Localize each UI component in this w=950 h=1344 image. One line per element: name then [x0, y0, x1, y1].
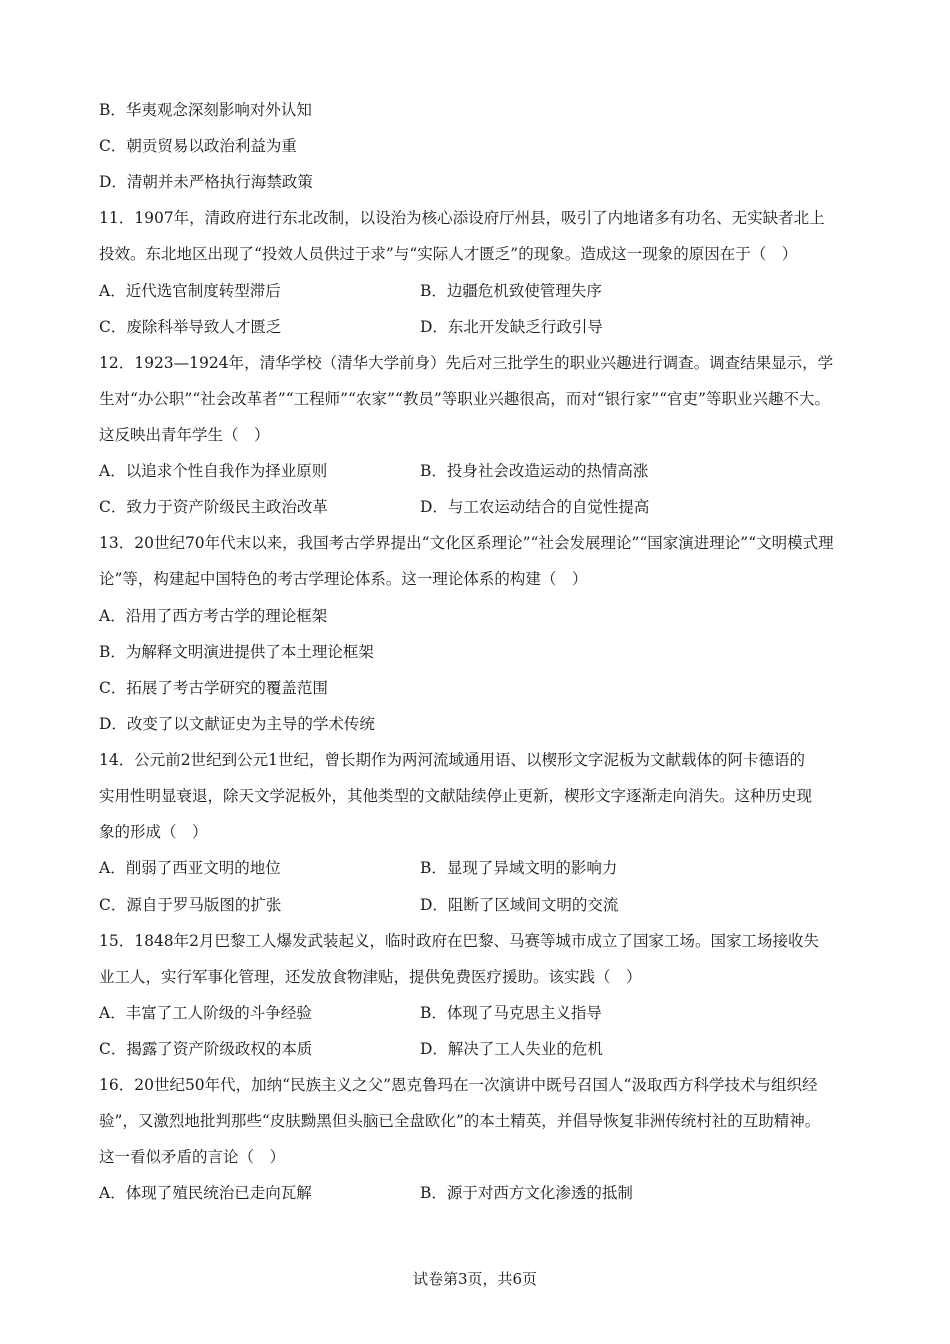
question-15-text: 业工人，实行军事化管理，还发放食物津贴，提供免费医疗援助。该实践（ ）: [99, 968, 642, 986]
question-11-option-b: B．边疆危机致使管理失序: [420, 282, 602, 300]
question-15-option-c: C．揭露了资产阶级政权的本质: [99, 1040, 313, 1058]
question-14-text: 实用性明显衰退，除天文学泥板外，其他类型的文献陆续停止更新，楔形文字逐渐走向消失。这种历史现: [99, 787, 813, 805]
question-12-option-d: D．与工农运动结合的自觉性提高: [420, 498, 650, 516]
question-11-option-a: A．近代选官制度转型滞后: [99, 282, 281, 300]
question-15-option-a: A．丰富了工人阶级的斗争经验: [99, 1004, 312, 1022]
question-14-text: 14．公元前2世纪到公元1世纪，曾长期作为两河流域通用语、以楔形文字泥板为文献载体的阿卡德语的: [99, 751, 805, 769]
option-line: D．清朝并未严格执行海禁政策: [99, 173, 313, 191]
question-13-option-d: D．改变了以文献证史为主导的学术传统: [99, 715, 375, 733]
question-15-option-b: B．体现了马克思主义指导: [420, 1004, 602, 1022]
question-12-text: 生对“办公职”“社会改革者”“工程师”“农家”“教员”等职业兴趣很高，而对“银行家”“官吏”等职业兴趣不大。: [99, 390, 830, 408]
question-13-text: 论”等，构建起中国特色的考古学理论体系。这一理论体系的构建（ ）: [99, 570, 588, 588]
question-13-option-b: B．为解释文明演进提供了本土理论框架: [99, 643, 374, 661]
question-13-text: 13．20世纪70年代末以来，我国考古学界提出“文化区系理论”“社会发展理论”“国家演进理论”“文明模式理: [99, 534, 834, 552]
question-16-option-a: A．体现了殖民统治已走向瓦解: [99, 1184, 312, 1202]
question-16-text: 16．20世纪50年代，加纳“民族主义之父”恩克鲁玛在一次演讲中既号召国人“汲取西方科学技术与组织经: [99, 1076, 818, 1094]
question-14-option-d: D．阻断了区域间文明的交流: [420, 896, 619, 914]
page-footer: 试卷第3页，共6页: [412, 1270, 538, 1288]
question-16-text: 验”，又激烈地批判那些“皮肤黝黑但头脑已全盘欧化”的本土精英，并倡导恢复非洲传统村社的互助精神。: [99, 1112, 821, 1130]
question-12-option-a: A．以追求个性自我作为择业原则: [99, 462, 328, 480]
question-14-text: 象的形成（ ）: [99, 823, 208, 841]
question-12-option-c: C．致力于资产阶级民主政治改革: [99, 498, 328, 516]
option-line: C．朝贡贸易以政治利益为重: [99, 137, 297, 155]
question-11-option-c: C．废除科举导致人才匮乏: [99, 318, 282, 336]
option-line: B．华夷观念深刻影响对外认知: [99, 101, 312, 119]
question-12-option-b: B．投身社会改造运动的热情高涨: [420, 462, 649, 480]
question-14-option-b: B．显现了异域文明的影响力: [420, 859, 618, 877]
question-15-text: 15．1848年2月巴黎工人爆发武装起义，临时政府在巴黎、马赛等城市成立了国家工场。国家工场接收失: [99, 932, 820, 950]
question-14-option-c: C．源自于罗马版图的扩张: [99, 896, 282, 914]
question-15-option-d: D．解决了工人失业的危机: [420, 1040, 603, 1058]
question-16-text: 这一看似矛盾的言论（ ）: [99, 1148, 286, 1166]
question-12-text: 这反映出青年学生（ ）: [99, 426, 270, 444]
question-11-text: 投效。东北地区出现了“投效人员供过于求”与“实际人才匮乏”的现象。造成这一现象的原因在于（ ）: [99, 245, 798, 263]
question-11-text: 11．1907年，清政府进行东北改制，以设治为核心添设府厅州县，吸引了内地诸多有功名、无实缺者北上: [99, 209, 825, 227]
question-13-option-c: C．拓展了考古学研究的覆盖范围: [99, 679, 328, 697]
question-16-option-b: B．源于对西方文化渗透的抵制: [420, 1184, 633, 1202]
question-13-option-a: A．沿用了西方考古学的理论框架: [99, 607, 328, 625]
question-14-option-a: A．削弱了西亚文明的地位: [99, 859, 281, 877]
question-11-option-d: D．东北开发缺乏行政引导: [420, 318, 603, 336]
question-12-text: 12．1923—1924年，清华学校（清华大学前身）先后对三批学生的职业兴趣进行调查。调查结果显示，学: [99, 354, 834, 372]
